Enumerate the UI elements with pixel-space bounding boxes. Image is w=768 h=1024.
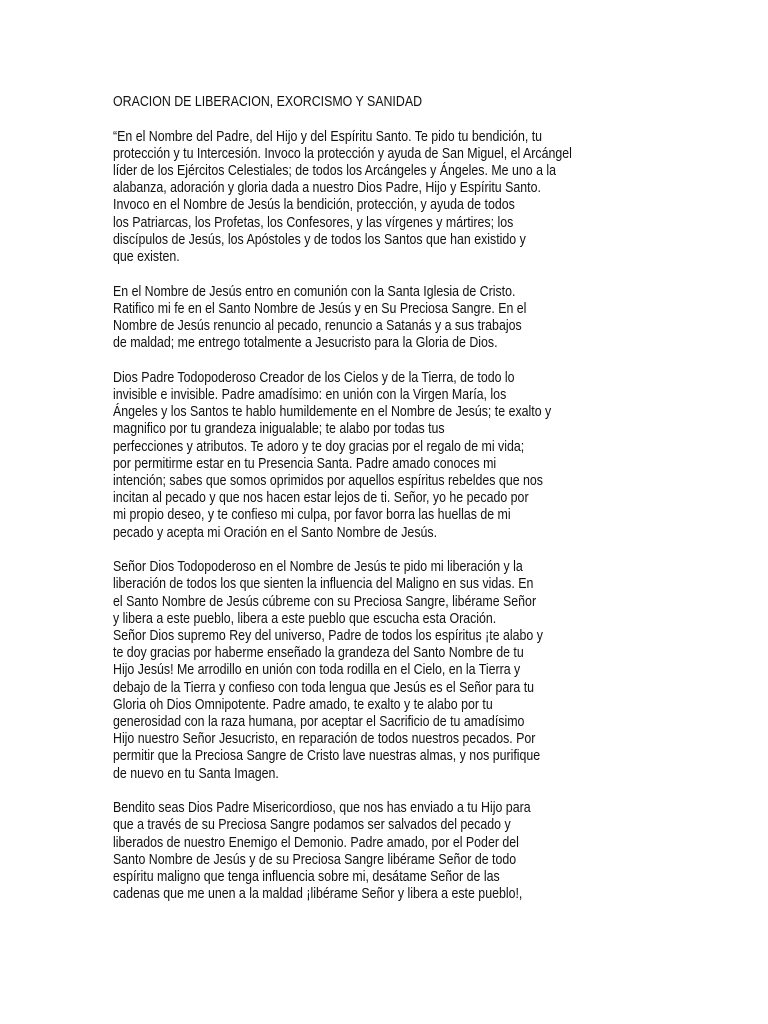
text-line: liberación de todos los que sienten la influencia del Maligno en sus vidas. En — [113, 576, 534, 593]
text-line: cadenas que me unen a la maldad ¡libérame Señor y libera a este pueblo!, — [113, 886, 523, 903]
text-line: generosidad con la raza humana, por aceptar el Sacrificio de tu amadísimo — [113, 714, 525, 731]
text-line: pecado y acepta mi Oración en el Santo Nombre de Jesús. — [113, 524, 438, 541]
document-body — [113, 94, 572, 921]
text-line: magnifico por tu grandeza inigualable; te alabo por todas tus — [113, 421, 445, 438]
text-line: Gloria oh Dios Omnipotente. Padre amado, te exalto y te alabo por tu — [113, 696, 493, 713]
text-line: Santo Nombre de Jesús y de su Preciosa Sangre libérame Señor de todo — [113, 851, 517, 868]
text-line: Hijo Jesús! Me arrodillo en unión con toda rodilla en el Cielo, en la Tierra y — [113, 662, 521, 679]
paragraph-2 — [113, 284, 569, 353]
text-line: que existen. — [113, 249, 180, 266]
text-line: Señor Dios Todopoderoso en el Nombre de Jesús te pido mi liberación y la — [113, 559, 523, 576]
text-line: que a través de su Preciosa Sangre podamos ser salvados del pecado y — [113, 817, 511, 834]
text-line: intención; sabes que somos oprimidos por aquellos espíritus rebeldes que nos — [113, 473, 543, 490]
text-line: te doy gracias por haberme enseñado la grandeza del Santo Nombre de tu — [113, 645, 524, 662]
text-line: discípulos de Jesús, los Apóstoles y de todos los Santos que han existido y — [113, 231, 526, 248]
text-line: Nombre de Jesús renuncio al pecado, renuncio a Satanás y a sus trabajos — [113, 318, 522, 335]
text-line: por permitirme estar en tu Presencia Santa. Padre amado conoces mi — [113, 455, 497, 472]
text-line: Hijo nuestro Señor Jesucristo, en reparación de todos nuestros pecados. Por — [113, 731, 536, 748]
text-line: invisible e invisible. Padre amadísimo: en unión con la Virgen María, los — [113, 387, 507, 404]
text-line: mi propio deseo, y te confieso mi culpa, por favor borra las huellas de mi — [113, 507, 511, 524]
text-line: Señor Dios supremo Rey del universo, Padre de todos los espíritus ¡te alabo y — [113, 628, 543, 645]
text-line: líder de los Ejércitos Celestiales; de todos los Arcángeles y Ángeles. Me uno a la — [113, 163, 557, 179]
text-line: Bendito seas Dios Padre Misericordioso, que nos has enviado a tu Hijo para — [113, 800, 531, 817]
text-line: el Santo Nombre de Jesús cúbreme con su Preciosa Sangre, libérame Señor — [113, 593, 537, 610]
paragraph-3 — [113, 370, 569, 542]
text-line: incitan al pecado y que nos hacen estar lejos de ti. Señor, yo he pecado por — [113, 490, 529, 507]
text-line: debajo de la Tierra y confieso con toda lengua que Jesús es el Señor para tu — [113, 679, 535, 696]
text-line: y libera a este pueblo, libera a este pueblo que escucha esta Oración. — [113, 610, 497, 627]
text-line: los Patriarcas, los Profetas, los Confesores, y las vírgenes y mártires; los — [113, 214, 514, 231]
text-line: “En el Nombre del Padre, del Hijo y del Espíritu Santo. Te pido tu bendición, tu — [113, 128, 543, 145]
text-line: Dios Padre Todopoderoso Creador de los Cielos y de la Tierra, de todo lo — [113, 369, 515, 386]
text-line: de maldad; me entrego totalmente a Jesucristo para la Gloria de Dios. — [113, 335, 498, 352]
paragraph-4 — [113, 559, 569, 783]
text-line: Ángeles y los Santos te hablo humildemente en el Nombre de Jesús; te exalto y — [113, 404, 552, 421]
paragraph-1 — [113, 128, 572, 267]
text-line: liberados de nuestro Enemigo el Demonio. Padre amado, por el Poder del — [113, 834, 519, 851]
text-line: espíritu maligno que tenga influencia sobre mi, desátame Señor de las — [113, 869, 500, 886]
text-line: de nuevo en tu Santa Imagen. — [113, 765, 279, 782]
text-line: permitir que la Preciosa Sangre de Cristo lave nuestras almas, y nos purifique — [113, 748, 541, 765]
paragraph-5 — [113, 800, 569, 903]
document-title: ORACION DE LIBERACION, EXORCISMO Y SANIDAD — [113, 94, 423, 110]
text-line: En el Nombre de Jesús entro en comunión con la Santa Iglesia de Cristo. — [113, 283, 516, 300]
text-line: alabanza, adoración y gloria dada a nuestro Dios Padre, Hijo y Espíritu Santo. — [113, 180, 541, 197]
text-line: Invoco en el Nombre de Jesús la bendición, protección, y ayuda de todos — [113, 197, 515, 214]
text-line: perfecciones y atributos. Te adoro y te doy gracias por el regalo de mi vida; — [113, 438, 525, 455]
text-line: Ratifico mi fe en el Santo Nombre de Jesús y en Su Preciosa Sangre. En el — [113, 300, 527, 317]
text-line: protección y tu Intercesión. Invoco la protección y ayuda de San Miguel, el Arcángel — [113, 145, 572, 162]
